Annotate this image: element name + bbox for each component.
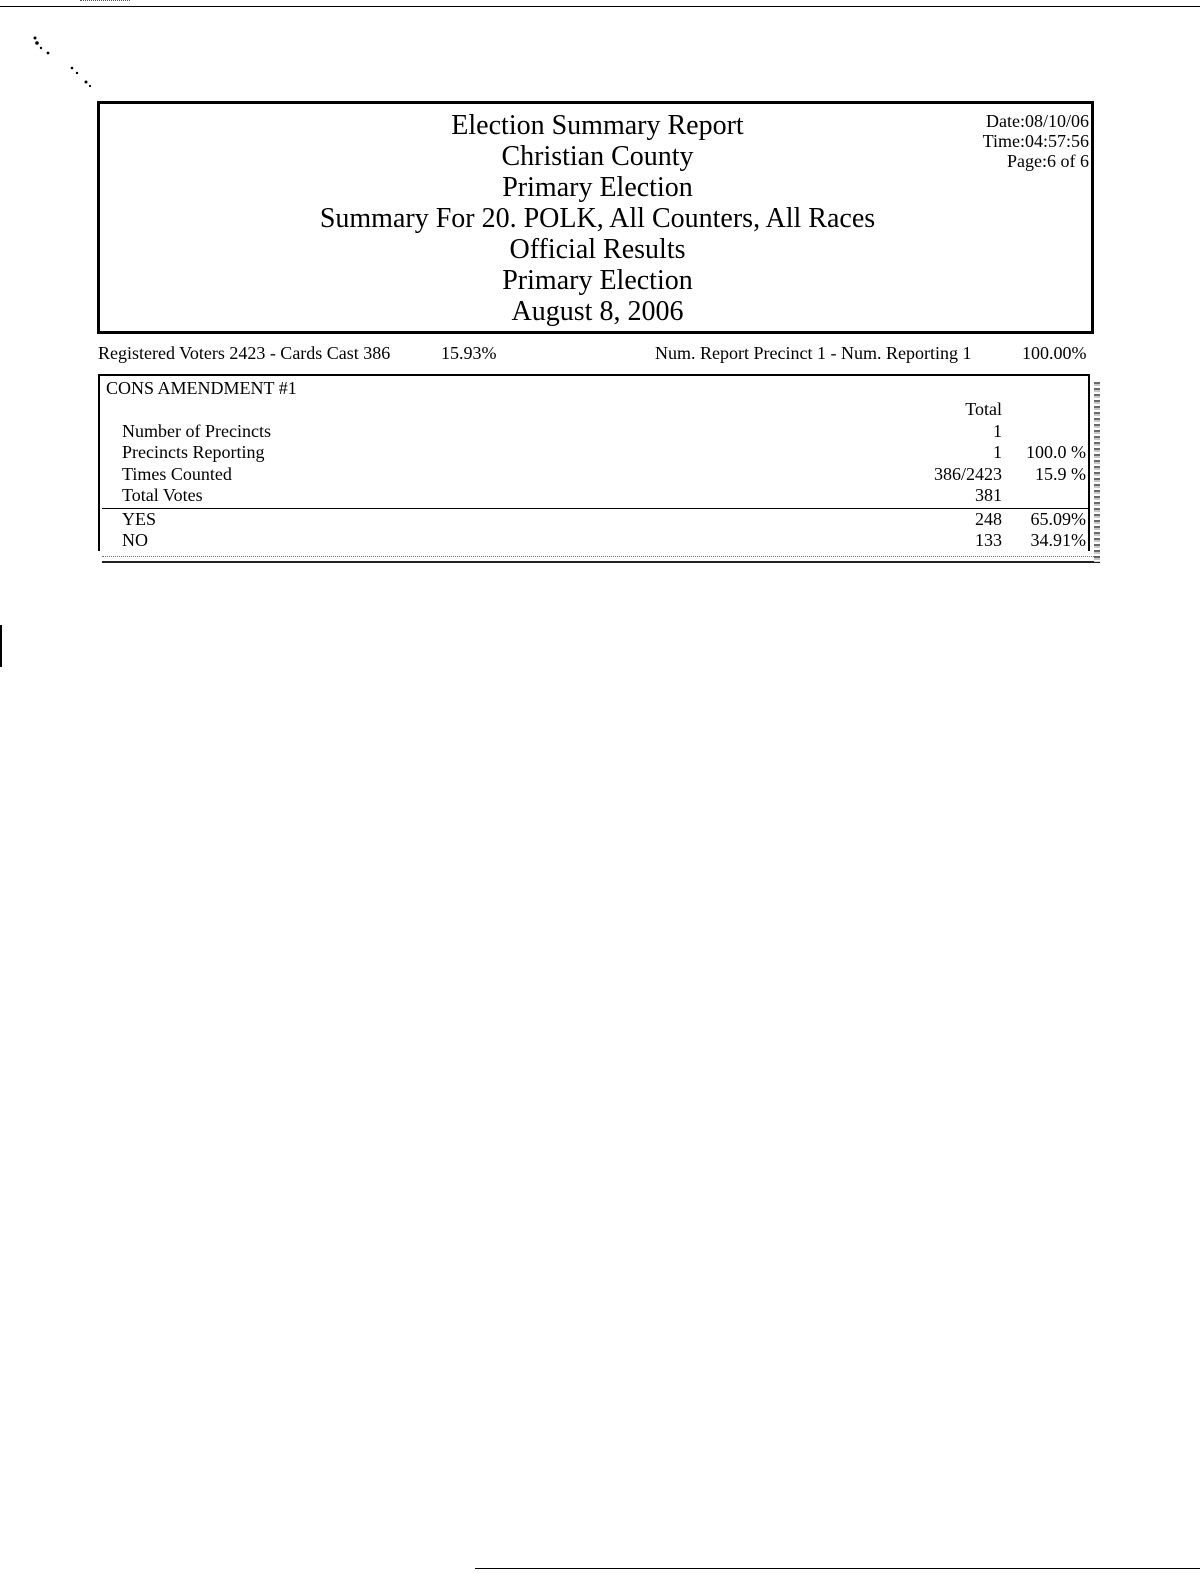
top-scan-mark — [80, 0, 130, 4]
choice-row-yes — [122, 509, 1088, 531]
top-page-rule — [0, 6, 1200, 7]
summary-scope: Summary For 20. POLK, All Counters, All Races — [319, 203, 876, 234]
registered-voters-summary: Registered Voters 2423 - Cards Cast 386 — [98, 343, 391, 363]
stat-label: Total Votes — [122, 485, 203, 505]
report-title-block — [100, 110, 1095, 327]
choice-percent: 34.91% — [1030, 530, 1086, 550]
results-status: Official Results — [509, 234, 686, 265]
choice-votes: 133 — [975, 530, 1002, 550]
choice-row-no — [122, 530, 1088, 552]
turnout-percent: 15.93% — [441, 343, 497, 363]
election-type-2: Primary Election — [502, 265, 693, 296]
race-box-right-speckle — [1094, 382, 1100, 562]
stat-percent: 15.9 % — [1035, 464, 1086, 484]
bottom-page-rule — [475, 1568, 1200, 1569]
scan-specks — [30, 35, 100, 95]
stat-label: Precincts Reporting — [122, 442, 265, 462]
report-title: Election Summary Report — [451, 110, 744, 141]
election-type: Primary Election — [502, 172, 693, 203]
total-column-header: Total — [965, 399, 1002, 419]
stat-row — [122, 485, 1088, 507]
stat-row — [122, 421, 1088, 443]
stat-row — [122, 464, 1088, 486]
report-time: Time:04:57:56 — [982, 131, 1089, 151]
stat-value: 1 — [993, 442, 1002, 462]
stat-label: Number of Precincts — [122, 421, 271, 441]
stat-percent: 100.0 % — [1026, 442, 1086, 462]
choice-label: NO — [122, 530, 148, 550]
stat-value: 381 — [975, 485, 1002, 505]
stat-row — [122, 442, 1088, 464]
report-meta — [983, 111, 1089, 171]
stat-value: 1 — [993, 421, 1002, 441]
left-edge-scan-mark — [0, 625, 2, 667]
county-name: Christian County — [501, 141, 694, 172]
race-title: CONS AMENDMENT #1 — [106, 378, 297, 398]
report-header-box — [97, 101, 1094, 334]
stat-value: 386/2423 — [933, 464, 1002, 484]
election-date: August 8, 2006 — [511, 296, 684, 327]
report-date: Date:08/10/06 — [986, 111, 1089, 131]
precinct-reporting-percent: 100.00% — [1022, 343, 1087, 363]
choice-percent: 65.09% — [1030, 509, 1086, 529]
stat-label: Times Counted — [122, 464, 232, 484]
report-page: Page:6 of 6 — [1007, 151, 1089, 171]
choice-votes: 248 — [975, 509, 1002, 529]
precinct-reporting-summary: Num. Report Precinct 1 - Num. Reporting 1 — [655, 343, 972, 363]
choice-label: YES — [122, 509, 157, 529]
race-box-bottom-rule — [102, 561, 1100, 563]
